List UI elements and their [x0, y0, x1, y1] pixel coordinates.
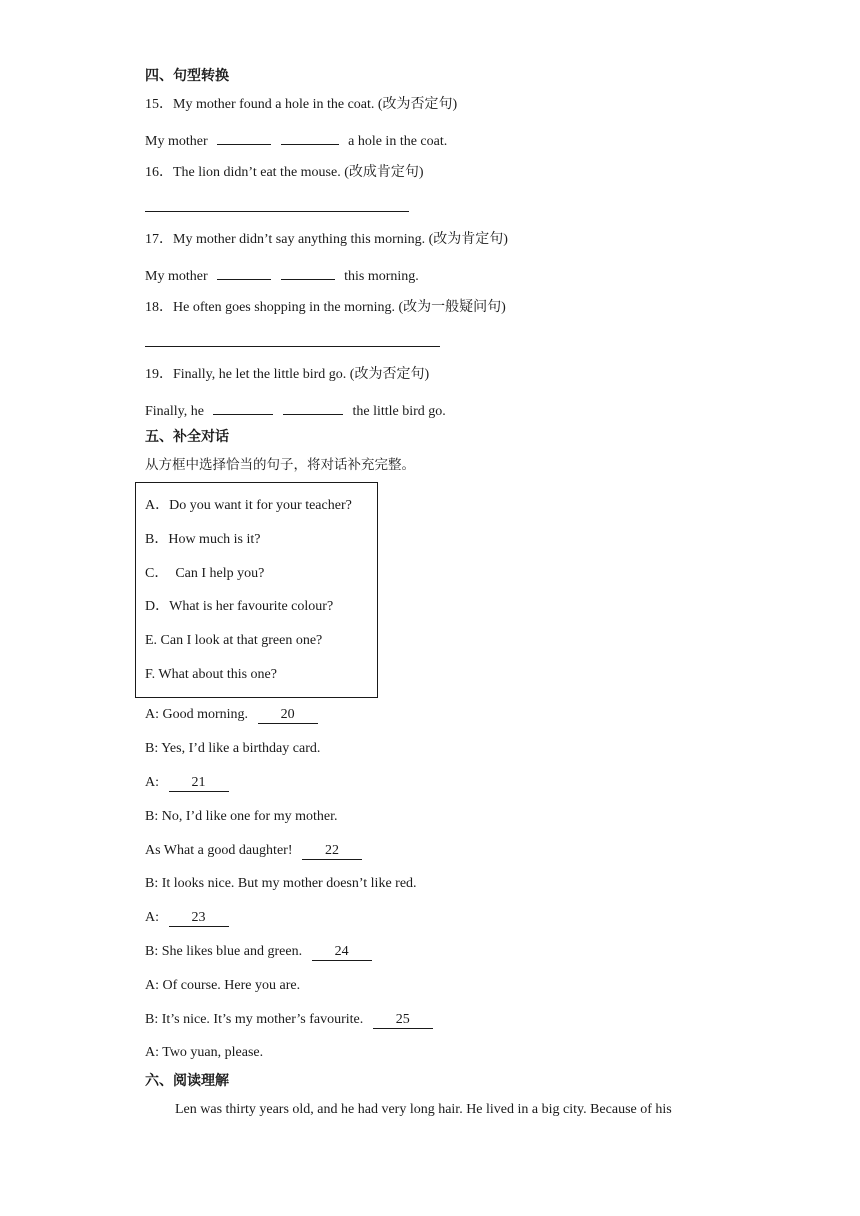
dialogue-line-22 — [145, 842, 362, 860]
blank-17a[interactable] — [217, 265, 271, 280]
question-19-suffix: the little bird go. — [352, 404, 446, 419]
question-17-prompt: 17．My mother didn’t say anything this morning. (改为肯定句) — [145, 232, 508, 247]
question-15-suffix: a hole in the coat. — [348, 134, 448, 149]
question-15-prefix: My mother — [145, 134, 208, 149]
dialogue-line-24 — [145, 943, 372, 961]
blank-20[interactable]: 20 — [258, 707, 318, 724]
dialogue-line: B: It looks nice. But my mother doesn’t like red. — [145, 876, 417, 891]
question-18-prompt: 18．He often goes shopping in the morning. (改为一般疑问句) — [145, 300, 506, 315]
option-c: C． Can I help you? — [145, 566, 265, 581]
question-19-answer-line — [145, 400, 446, 421]
dialogue-text: As What a good daughter! — [145, 843, 293, 858]
question-17-answer-line — [145, 265, 419, 286]
reading-passage-line: Len was thirty years old, and he had very long hair. He lived in a big city. Because of his — [175, 1102, 672, 1117]
question-16-prompt: 16．The lion didn’t eat the mouse. (改成肯定句) — [145, 165, 424, 180]
section-5-instruction: 从方框中选择恰当的句子，将对话补充完整。 — [145, 457, 415, 473]
question-19-prompt: 19．Finally, he let the little bird go. (改为否定句) — [145, 367, 430, 382]
blank-15a[interactable] — [217, 130, 271, 145]
option-a: A．Do you want it for your teacher? — [145, 498, 352, 513]
option-e: E. Can I look at that green one? — [145, 633, 323, 648]
dialogue-line-25 — [145, 1011, 433, 1029]
option-d: D．What is her favourite colour? — [145, 599, 334, 614]
option-f: F. What about this one? — [145, 667, 277, 682]
dialogue-line-23 — [145, 909, 229, 927]
blank-17b[interactable] — [281, 265, 335, 280]
dialogue-text: A: — [145, 910, 159, 925]
question-15-prompt: 15．My mother found a hole in the coat. (改为否定句) — [145, 97, 458, 112]
dialogue-text: B: She likes blue and green. — [145, 944, 303, 959]
dialogue-line-21 — [145, 774, 229, 792]
option-b: B．How much is it? — [145, 532, 261, 547]
answer-line-16[interactable] — [145, 211, 409, 212]
dialogue-line: B: Yes, I’d like a birthday card. — [145, 741, 321, 756]
section-5-heading: 五、补全对话 — [145, 429, 229, 445]
blank-23[interactable]: 23 — [169, 910, 229, 927]
dialogue-line: A: Two yuan, please. — [145, 1045, 264, 1060]
answer-line-18[interactable] — [145, 346, 440, 347]
dialogue-text: A: Good morning. — [145, 707, 249, 722]
section-6-heading: 六、阅读理解 — [145, 1073, 229, 1089]
section-4-heading: 四、句型转换 — [145, 68, 229, 84]
blank-19b[interactable] — [283, 400, 343, 415]
question-17-suffix: this morning. — [344, 269, 419, 284]
dialogue-text: A: — [145, 775, 159, 790]
question-17-prefix: My mother — [145, 269, 208, 284]
blank-21[interactable]: 21 — [169, 775, 229, 792]
dialogue-line: B: No, I’d like one for my mother. — [145, 809, 338, 824]
question-15-answer-line — [145, 130, 447, 151]
question-19-prefix: Finally, he — [145, 404, 204, 419]
dialogue-line-20 — [145, 706, 318, 724]
blank-22[interactable]: 22 — [302, 843, 362, 860]
blank-19a[interactable] — [213, 400, 273, 415]
blank-15b[interactable] — [281, 130, 339, 145]
dialogue-line: A: Of course. Here you are. — [145, 978, 301, 993]
blank-24[interactable]: 24 — [312, 944, 372, 961]
dialogue-text: B: It’s nice. It’s my mother’s favourite. — [145, 1012, 364, 1027]
blank-25[interactable]: 25 — [373, 1012, 433, 1029]
